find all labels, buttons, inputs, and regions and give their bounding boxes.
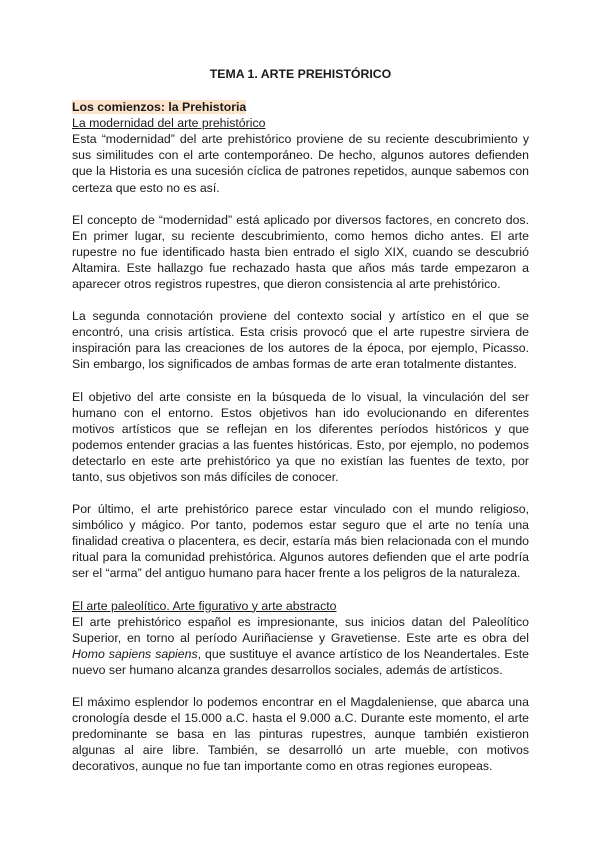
paragraph-6 bbox=[72, 614, 529, 678]
paragraph-7: El máximo esplendor lo podemos encontrar en el Magdaleniense, que abarca una cronología desde el 15.000 a.C. hasta el 9.000 a.C. Durante este momento, el arte predominante se basa en las pinturas rupestres, aunque también existieron algunas al aire libre. También, se desarrolló un arte mueble, con motivos decorativos, aunque no fue tan importante como en otras regiones europeas. bbox=[72, 695, 529, 774]
document-title: TEMA 1. ARTE PREHISTÓRICO bbox=[209, 67, 392, 81]
paragraph-2: El concepto de “modernidad” está aplicado por diversos factores, en concreto dos. En primer lugar, su reciente descubrimiento, como hemos dicho antes. El arte rupestre no fue identificado hasta bien entrado el siglo XIX, cuando se descubrió Altamira. Este hallazgo fue rechazado hasta que años más tarde empezaron a aparecer otros registros rupestres, que dieron consistencia al arte prehistórico. bbox=[72, 212, 529, 292]
paragraph-6-part-2: , que sustituye el avance artístico de los Neandertales. Este nuevo ser humano alcanza grandes desarrollos sociales, además de artísticos. bbox=[72, 646, 529, 677]
section-heading-prehistoria bbox=[72, 99, 529, 115]
paragraph-4: El objetivo del arte consiste en la búsqueda de lo visual, la vinculación del ser humano con el entorno. Estos objetivos han ido evolucionando en diferentes motivos artísticos que se reflejan en los diferentes períodos históricos y que podemos entender gracias a las fuentes históricas. Esto, por ejemplo, no podemos detectarlo en este arte prehistórico ya que no existían las fuentes de texto, por tanto, sus objetivos son más difíciles de conocer. bbox=[72, 389, 529, 484]
paragraph-6-part-1: El arte prehistórico español es impresionante, sus inicios datan del Paleolítico Superior, en torno al período Auriñaciense y Gravetiense. Este arte es obra del bbox=[72, 614, 529, 645]
subheading-modernidad: La modernidad del arte prehistórico bbox=[72, 116, 266, 131]
paragraph-5: Por último, el arte prehistórico parece estar vinculado con el mundo religioso, simbólico y mágico. Por tanto, podemos estar seguro que el arte no tenía una finalidad creativa o placentera, es decir, estaría más bien relacionada con el mundo ritual para la comunidad prehistórica. Algunos autores defienden que el arte podría ser el “arma” del antiguo humano para hacer frente a los peligros de la naturaleza. bbox=[72, 502, 529, 581]
document-page bbox=[72, 66, 529, 790]
paragraph-6-species-name: Homo sapiens sapiens bbox=[72, 646, 198, 661]
subheading-arte-paleolitico: El arte paleolítico. Arte figurativo y arte abstracto bbox=[72, 598, 337, 613]
paragraph-1: Esta “modernidad” del arte prehistórico proviene de su reciente descubrimiento y sus similitudes con el arte contemporáneo. De hecho, algunos autores defienden que la Historia es una sucesión cíclica de patrones repetidos, aunque sabemos con certeza que esto no es así. bbox=[72, 132, 529, 195]
section-heading-text: Los comienzos: la Prehistoria bbox=[72, 100, 247, 115]
paragraph-3: La segunda connotación proviene del contexto social y artístico en el que se encontró, una crisis artística. Esta crisis provocó que el arte rupestre sirviera de inspiración para las creaciones de los autores de la época, por ejemplo, Picasso. Sin embargo, los significados de ambas formas de arte eran totalmente distantes. bbox=[72, 309, 529, 372]
